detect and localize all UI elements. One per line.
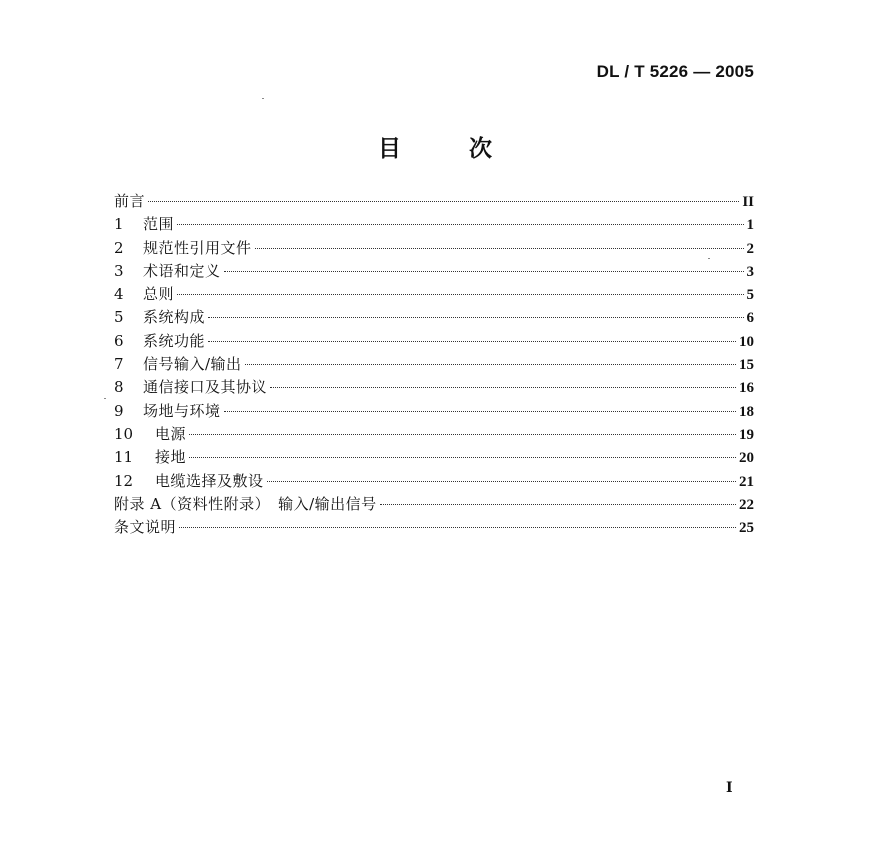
toc-number: 1: [114, 215, 124, 234]
toc-number: 12: [114, 471, 134, 490]
toc-page: 16: [739, 380, 754, 397]
toc-entry-5[interactable]: [114, 306, 754, 329]
scan-speck: [708, 258, 710, 259]
toc-page: II: [742, 194, 754, 210]
scan-speck: [104, 398, 106, 399]
toc-number: 3: [114, 261, 124, 280]
toc-page: 25: [739, 520, 754, 537]
toc-label: 前言: [114, 192, 146, 210]
toc-leader: [189, 457, 736, 458]
toc-label: 系统功能: [143, 331, 206, 350]
table-of-contents: [114, 190, 754, 539]
toc-label: 范围: [143, 215, 175, 234]
toc-leader: [245, 364, 736, 365]
toc-entry-3[interactable]: [114, 260, 754, 283]
toc-leader: [177, 224, 743, 225]
toc-page: 10: [739, 333, 754, 350]
toc-label: 总则: [143, 285, 175, 304]
toc-label: 信号输入/输出: [143, 355, 242, 374]
toc-leader: [208, 317, 743, 318]
toc-label: 系统构成: [143, 308, 206, 327]
toc-entry-7[interactable]: [114, 353, 754, 376]
toc-leader: [189, 434, 736, 435]
toc-leader: [255, 248, 744, 249]
toc-page: 5: [746, 287, 754, 304]
toc-label: 电缆选择及敷设: [155, 471, 264, 490]
toc-page: 18: [739, 403, 754, 420]
scan-speck: [262, 98, 264, 99]
standard-code: DL / T 5226 — 2005: [596, 62, 754, 81]
toc-label: 场地与环境: [143, 401, 221, 420]
toc-entry-appendix-a[interactable]: [114, 493, 754, 516]
toc-label: 术语和定义: [143, 261, 221, 280]
toc-page: 21: [739, 473, 754, 490]
toc-label: 条文说明: [114, 518, 177, 537]
title-char-1: 目: [378, 135, 401, 162]
toc-number: 11: [114, 448, 134, 467]
toc-page: 6: [746, 310, 754, 327]
toc-entry-9[interactable]: [114, 400, 754, 423]
toc-leader: [148, 201, 739, 202]
toc-leader: [380, 504, 736, 505]
toc-leader: [208, 341, 736, 342]
toc-entry-12[interactable]: [114, 470, 754, 493]
toc-number: 10: [114, 424, 134, 443]
toc-label: 规范性引用文件: [143, 238, 252, 257]
toc-page: 3: [746, 263, 754, 280]
toc-number: 5: [114, 308, 124, 327]
toc-label: 接地: [155, 448, 187, 467]
toc-page: 22: [739, 496, 754, 513]
toc-leader: [270, 387, 736, 388]
toc-number: 4: [114, 285, 124, 304]
toc-number: 6: [114, 331, 124, 350]
toc-number: 2: [114, 238, 124, 257]
toc-entry-8[interactable]: [114, 376, 754, 399]
toc-entry-10[interactable]: [114, 423, 754, 446]
toc-entry-4[interactable]: [114, 283, 754, 306]
toc-number: 9: [114, 401, 124, 420]
toc-page: 19: [739, 426, 754, 443]
toc-label: 通信接口及其协议: [143, 378, 268, 397]
toc-label: 电源: [155, 424, 187, 443]
toc-leader: [224, 411, 736, 412]
toc-leader: [177, 294, 743, 295]
toc-page: 20: [739, 450, 754, 467]
toc-entry-foreword[interactable]: [114, 190, 754, 213]
page-title: [0, 130, 870, 163]
toc-leader: [267, 481, 736, 482]
title-char-2: 次: [469, 135, 492, 162]
toc-entry-6[interactable]: [114, 330, 754, 353]
toc-label: 附录 A（资料性附录） 输入/输出信号: [114, 494, 377, 513]
toc-entry-11[interactable]: [114, 446, 754, 469]
toc-number: 7: [114, 355, 124, 374]
toc-entry-1[interactable]: [114, 213, 754, 236]
page-number: I: [726, 780, 733, 796]
toc-page: 15: [739, 357, 754, 374]
toc-number: 8: [114, 378, 124, 397]
toc-page: 2: [746, 240, 754, 257]
toc-leader: [179, 527, 736, 528]
toc-leader: [224, 271, 744, 272]
toc-page: 1: [746, 217, 754, 234]
toc-entry-2[interactable]: [114, 237, 754, 260]
toc-entry-explanation[interactable]: [114, 516, 754, 539]
